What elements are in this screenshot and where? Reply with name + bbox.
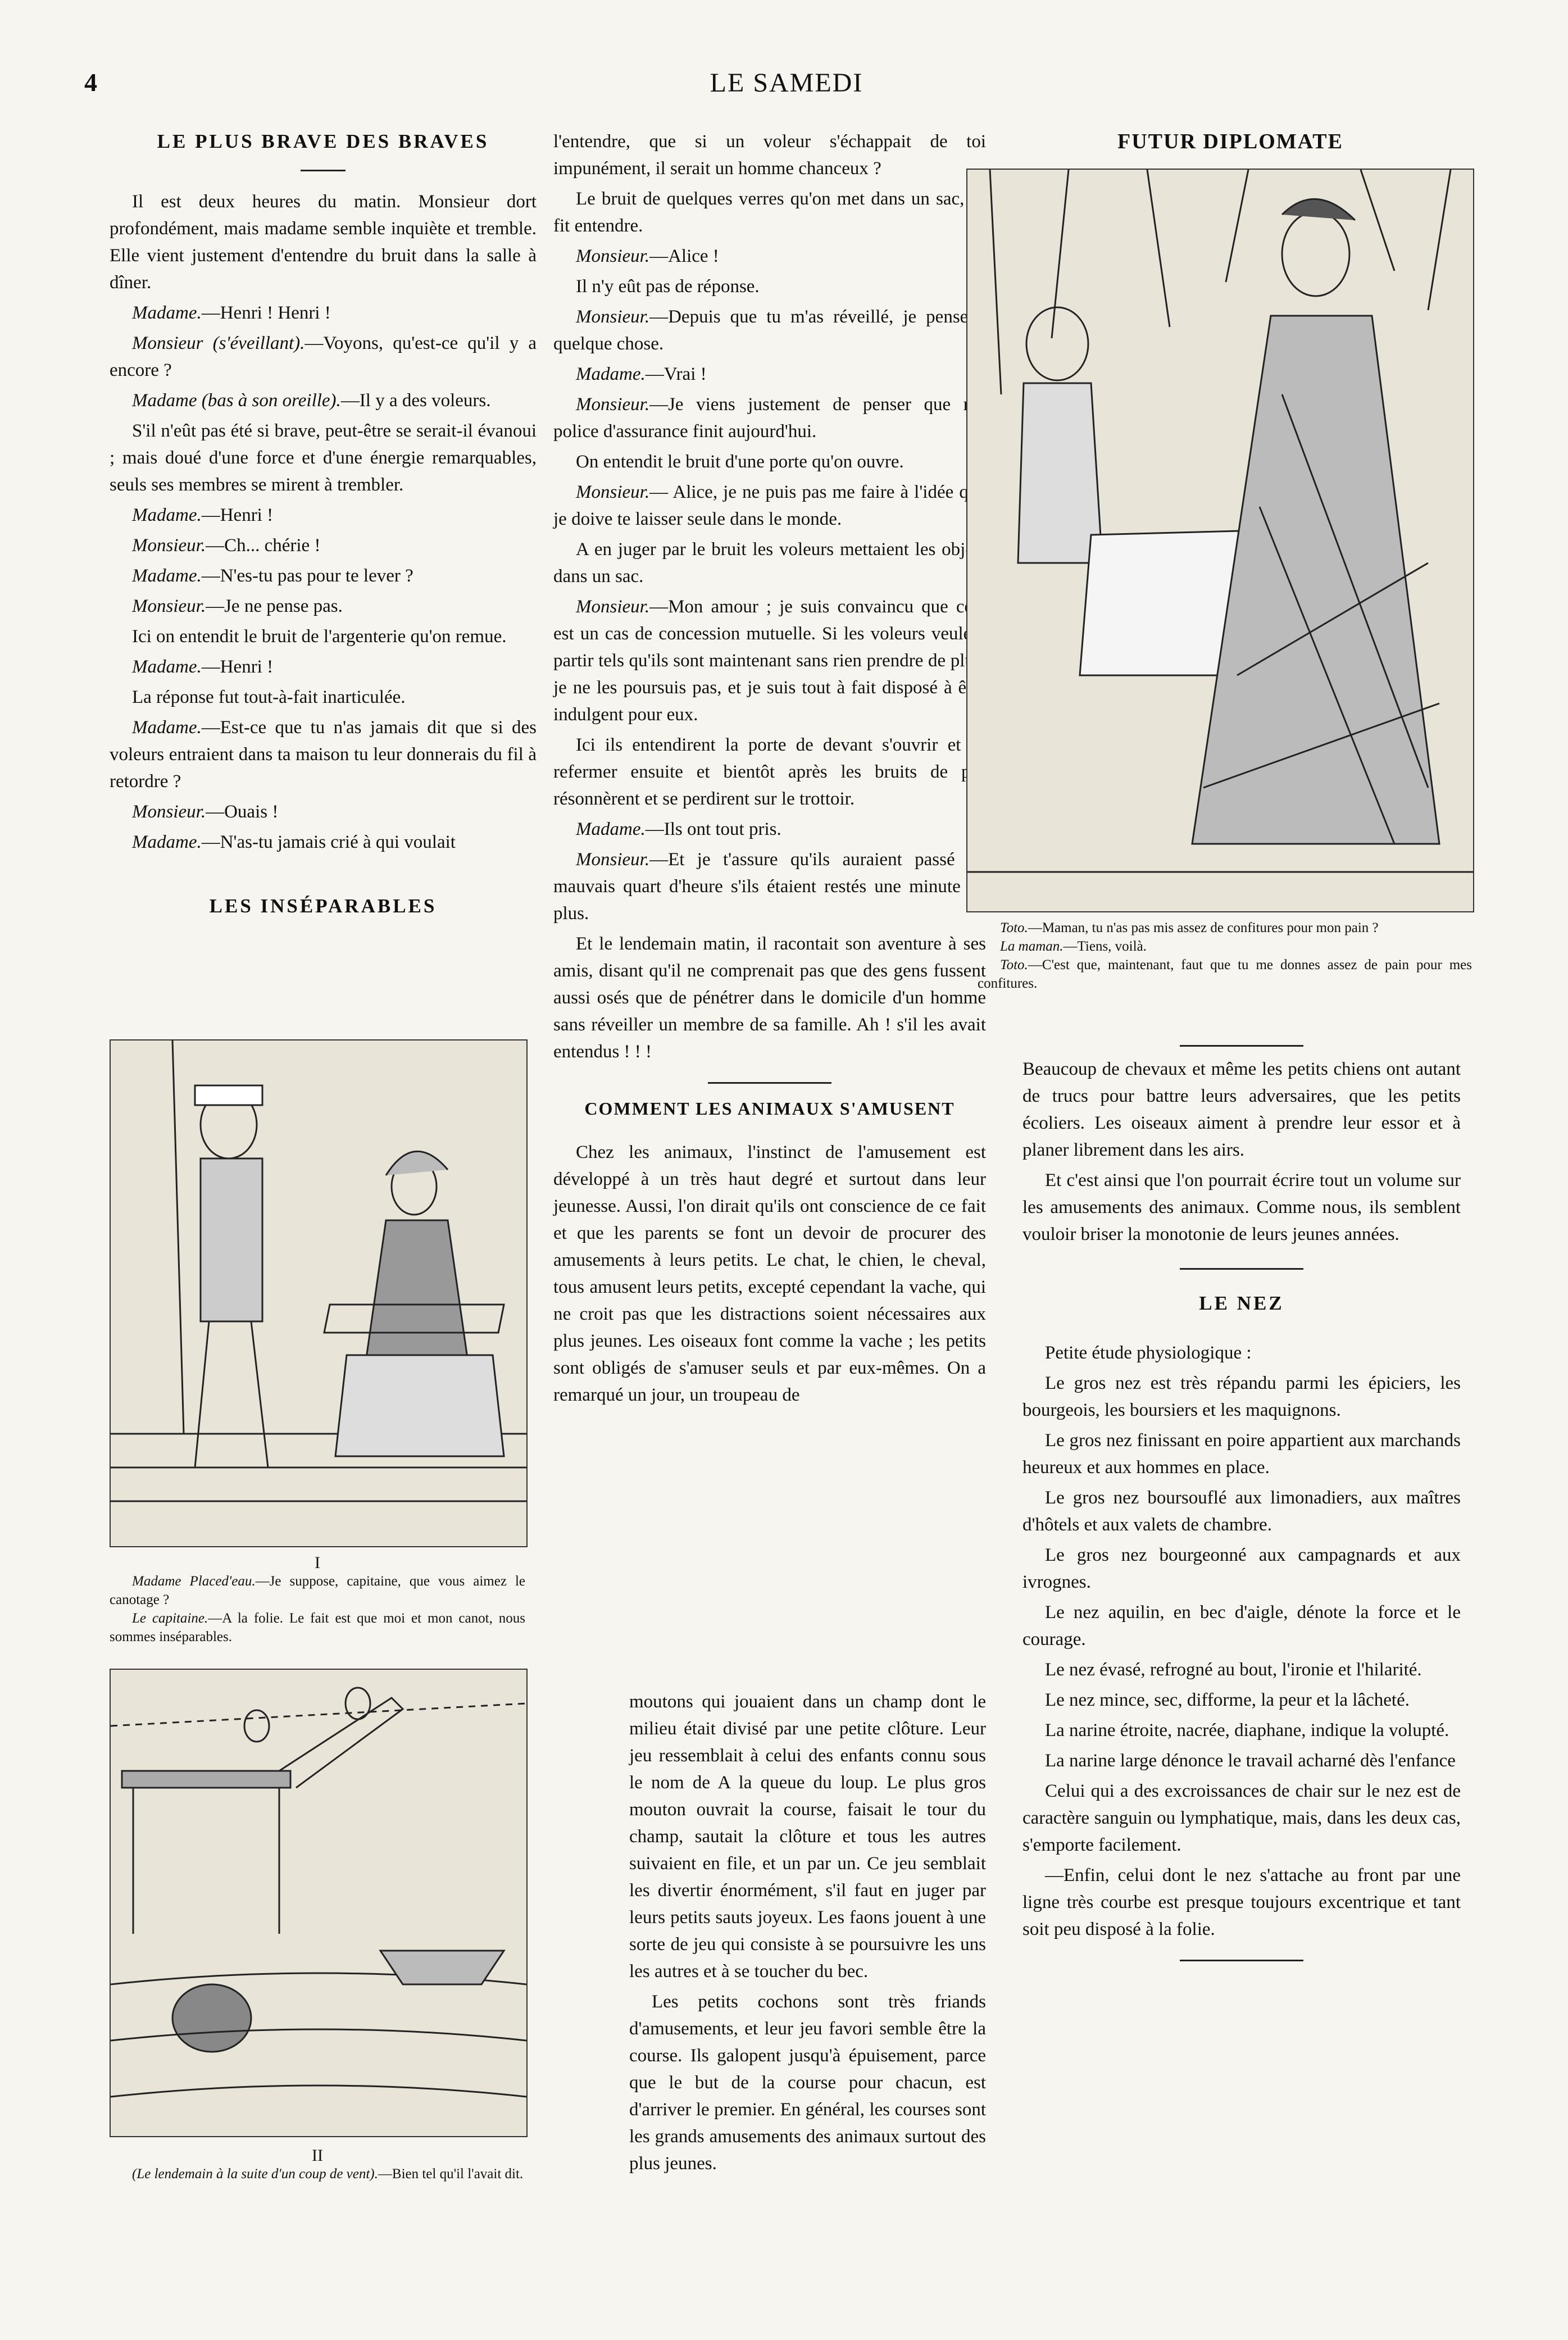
dialogue-line: Monsieur.—Je viens justement de penser que ma police d'assurance finit aujourd'hui. (553, 394, 986, 442)
section-rule (708, 1082, 831, 1084)
column-3 (1000, 128, 1461, 155)
dialogue-line: Monsieur.—Ouais ! (132, 802, 279, 822)
caption-inseparables-2 (110, 2146, 525, 2183)
paragraph: On entendit le bruit d'une porte qu'on ouvre. (576, 452, 904, 472)
dialogue-line: Madame.—Henri ! Henri ! (132, 303, 331, 323)
paragraph: Le gros nez boursouflé aux limonadiers, aux maîtres d'hôtels et aux valets de chambre. (1022, 1488, 1461, 1535)
column-3-text (1022, 1045, 1461, 1961)
paragraph: A en juger par le bruit les voleurs mettaient les objets dans un sac. (553, 539, 986, 587)
paragraph: Il est deux heures du matin. Monsieur dort profondément, mais madame semble inquiète et tremble. Elle vient justement d'entendre du bruit dans la salle à dîner. (110, 192, 537, 293)
dialogue-line: Madame.—Henri ! (132, 657, 274, 677)
dialogue-line: Madame.—Vrai ! (576, 364, 707, 384)
dialogue-line: Madame (bas à son oreille).—Il y a des voleurs. (132, 390, 491, 411)
section-rule (1180, 1960, 1303, 1961)
article-heading-plus-brave: LE PLUS BRAVE DES BRAVES (157, 130, 489, 152)
paragraph: Chez les animaux, l'instinct de l'amusement est développé à un très haut degré et surtout dans leur jeunesse. Aussi, l'on dirait qu'ils ont conscience de ce fait et que les parents se font un devoir de procurer des amusements à leurs petits. Le chat, le chien, le cheval, tous amusent leurs petits, excepté cependant la vache, qui ne croit pas que les distractions soient nécessaires aux plus jeunes. Les oiseaux font comme la vache ; les petits sont obligés de s'amuser seuls et par eux-mêmes. On a remarqué un jour, un troupeau de (553, 1142, 986, 1405)
roman-numeral: II (312, 2146, 323, 2165)
dialogue-line: Madame.—Ils ont tout pris. (576, 819, 781, 839)
paragraph: Le bruit de quelques verres qu'on met dans un sac, se fit entendre. (553, 189, 986, 236)
masthead (84, 67, 1489, 112)
caption-line: Madame Placed'eau.—Je suppose, capitaine, que vous aimez le canotage ? (110, 1574, 526, 1607)
paragraph: Le gros nez bourgeonné aux campagnards et aux ivrognes. (1022, 1545, 1461, 1592)
paragraph: La narine large dénonce le travail acharné dès l'enfance (1045, 1751, 1456, 1771)
illustration-mother-and-son (966, 169, 1474, 912)
paragraph: Il n'y eût pas de réponse. (576, 276, 760, 297)
page-number: 4 (84, 68, 97, 97)
dialogue-line: Madame.—Henri ! (132, 505, 274, 525)
paragraph: Celui qui a des excroissances de chair sur le nez est de caractère sanguin ou lymphatique, mais, dans les deux cas, s'emporte facilement. (1022, 1781, 1461, 1855)
dialogue-line: Monsieur.—Et je t'assure qu'ils auraient passé un mauvais quart d'heure s'ils étaient restés une minute de plus. (553, 849, 986, 924)
article-heading-futur-diplomate: FUTUR DIPLOMATE (1117, 130, 1343, 153)
article-heading-animaux: COMMENT LES ANIMAUX S'AMUSENT (584, 1098, 955, 1119)
paragraph: Les petits cochons sont très friands d'amusements, et leur jeu favori semble être la course. Ils galopent jusqu'à épuisement, parce que le but de la course pour chacun, est d'arriver le premier. En général, les courses sont les grands amusements des animaux surtout des plus jeunes. (629, 1992, 986, 2174)
paragraph: Et le lendemain matin, il racontait son aventure à ses amis, disant qu'il ne comprenait pas que des gens fussent aussi osés que de pénétrer dans le domicile d'un homme sans réveiller un membre de sa famille. Ah ! s'il les avait entendus ! ! ! (553, 934, 986, 1062)
dialogue-line: Monsieur.—Je ne pense pas. (132, 596, 343, 616)
newspaper-title: LE SAMEDI (710, 68, 863, 98)
paragraph: La réponse fut tout-à-fait inarticulée. (132, 687, 406, 707)
section-rule (1180, 1268, 1303, 1270)
dialogue-line: Madame.—N'as-tu jamais crié à qui voulait (132, 832, 456, 852)
dialogue-line: Madame.—N'es-tu pas pour te lever ? (132, 566, 413, 586)
dialogue-line: Monsieur.—Ch... chérie ! (132, 535, 321, 556)
article-heading-le-nez: LE NEZ (1199, 1292, 1284, 1314)
column-2-lower (629, 1688, 986, 2180)
section-rule (1180, 1045, 1303, 1047)
article-heading-inseparables: LES INSÉPARABLES (209, 895, 437, 917)
paragraph: Le gros nez est très répandu parmi les épiciers, les bourgeois, les boursiers et les maquignons. (1022, 1373, 1461, 1420)
dialogue-line: Monsieur.—Depuis que tu m'as réveillé, je pense à quelque chose. (553, 307, 986, 354)
caption-futur-diplomate (978, 919, 1472, 993)
column-2 (553, 128, 986, 1412)
paragraph: l'entendre, que si un voleur s'échappait de toi impunément, il serait un homme chanceux ? (553, 131, 986, 179)
caption-line: Le capitaine.—A la folie. Le fait est que moi et mon canot, nous sommes inséparables. (110, 1611, 525, 1644)
dialogue-line: Monsieur.—Mon amour ; je suis convaincu que ceci est un cas de concession mutuelle. Si les voleurs veulent partir tels qu'ils sont maintenant sans rien prendre de plus, je ne les poursuis pas, et je suis tout à fait disposé à être indulgent pour eux. (553, 597, 986, 725)
paragraph: S'il n'eût pas été si brave, peut-être se serait-il évanoui ; mais doué d'une force et d'une énergie remarquables, seuls ses membres se mirent à trembler. (110, 421, 537, 495)
caption-line: La maman.—Tiens, voilà. (1000, 939, 1147, 954)
paragraph: Le nez aquilin, en bec d'aigle, dénote la force et le courage. (1022, 1602, 1461, 1650)
paragraph: Petite étude physiologique : (1045, 1343, 1252, 1363)
paragraph: Le gros nez finissant en poire appartient aux marchands heureux et aux hommes en place. (1022, 1430, 1461, 1478)
paragraph: Ici ils entendirent la porte de devant s'ouvrir et se refermer ensuite et bientôt après les bruits de pas résonnèrent et se perdirent sur le trottoir. (553, 735, 986, 809)
caption-inseparables-1 (110, 1553, 525, 1646)
paragraph: Le nez mince, sec, difforme, la peur et la lâcheté. (1045, 1690, 1410, 1710)
illustration-captain-and-lady (110, 1039, 528, 1547)
illustration-capsized-boat (110, 1669, 528, 2137)
roman-numeral: I (315, 1553, 320, 1572)
paragraph: moutons qui jouaient dans un champ dont le milieu était divisé par une petite clôture. Leur jeu ressemblait à celui des enfants connu sous le nom de A la queue du loup. Le plus gros mouton ouvrait la course, faisait le tour du champ, sautait la clôture et tous les autres suivaient en file, et un par un. Ce jeu semblait les divertir énormément, s'il faut en juger par leurs petits sauts joyeux. Les faons jouent à une sorte de jeu qui consiste à se poursuivre les uns les autres et à se toucher du bec. (629, 1692, 986, 1982)
caption-line: (Le lendemain à la suite d'un coup de vent).—Bien tel qu'il l'avait dit. (132, 2166, 524, 2182)
dialogue-line: Madame.—Est-ce que tu n'as jamais dit que si des voleurs entraient dans ta maison tu leur donnerais du fil à retordre ? (110, 717, 537, 792)
paragraph: Et c'est ainsi que l'on pourrait écrire tout un volume sur les amusements des animaux. Comme nous, ils semblent vouloir briser la monotonie de leurs jeunes années. (1022, 1170, 1461, 1244)
column-1 (110, 128, 537, 920)
paragraph: Le nez évasé, refrogné au bout, l'ironie et l'hilarité. (1045, 1660, 1422, 1680)
paragraph: La narine étroite, nacrée, diaphane, indique la volupté. (1045, 1720, 1449, 1741)
heading-rule (301, 170, 346, 171)
paragraph: Beaucoup de chevaux et même les petits chiens ont autant de trucs pour battre leurs adversaires, que les petits écoliers. Les oiseaux aiment à prendre leur essor et à planer librement dans les airs. (1022, 1059, 1461, 1160)
dialogue-line: Monsieur.— Alice, je ne puis pas me faire à l'idée que je doive te laisser seule dans le monde. (553, 482, 986, 529)
paragraph: —Enfin, celui dont le nez s'attache au front par une ligne très courbe est presque toujours excentrique et tant soit peu disposé à la folie. (1022, 1865, 1461, 1939)
dialogue-line: Monsieur.—Alice ! (576, 246, 719, 266)
dialogue-line: Monsieur (s'éveillant).—Voyons, qu'est-ce qu'il y a encore ? (110, 333, 537, 380)
paragraph: Ici on entendit le bruit de l'argenterie qu'on remue. (132, 626, 507, 647)
caption-line: Toto.—C'est que, maintenant, faut que tu me donnes assez de pain pour mes confitures. (978, 957, 1472, 991)
caption-line: Toto.—Maman, tu n'as pas mis assez de confitures pour mon pain ? (1000, 920, 1379, 935)
